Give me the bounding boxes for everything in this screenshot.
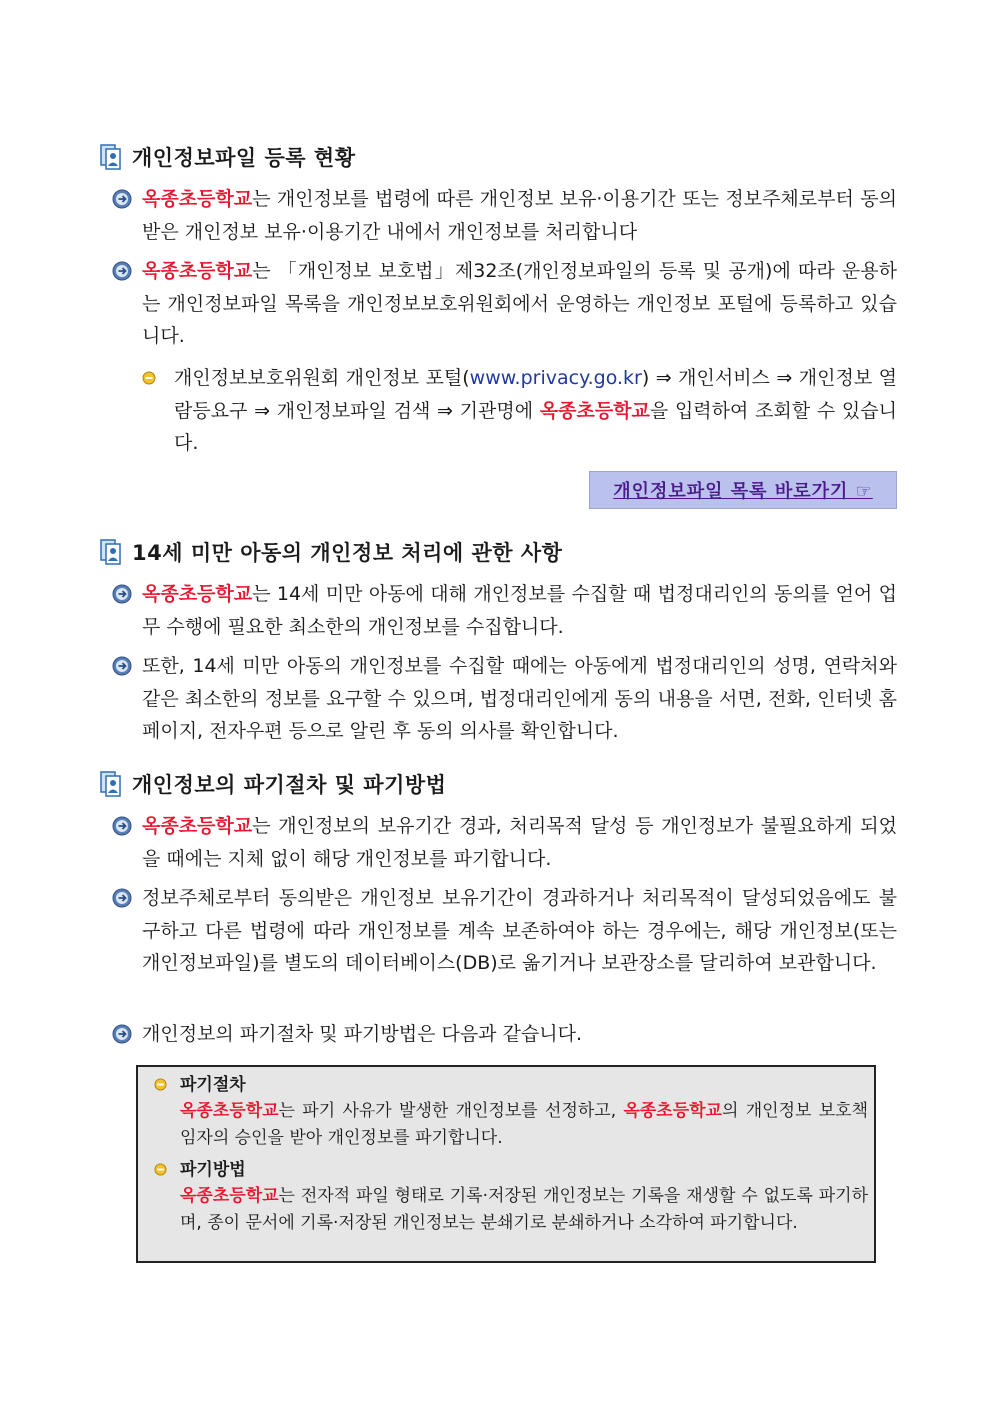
paragraph-text: 을 입력하여 조회할 수 있습니다. (174, 399, 897, 454)
bullet-paragraph (112, 183, 897, 248)
school-name: 옥종초등학교 (142, 260, 253, 282)
section-heading-destruction (100, 769, 446, 799)
paragraph-text: 는 전자적 파일 형태로 기록·저장된 개인정보는 기록을 재생할 수 없도록 파기하며, 종이 문서에 기록·저장된 개인정보는 분쇄기로 분쇄하거나 소각하여 파기합니다. (180, 1186, 868, 1233)
section-title: 개인정보파일 등록 현황 (132, 146, 356, 170)
paragraph-text: 개인정보보호위원회 개인정보 포털( (174, 367, 470, 389)
blue-circle-arrow-icon (112, 888, 132, 908)
paragraph-text: 는 파기 사유가 발생한 개인정보를 선정하고, (278, 1101, 624, 1121)
paragraph-text: 정보주체로부터 동의받은 개인정보 보유기간이 경과하거나 처리목적이 달성되었음에도 불구하고 다른 법령에 따라 개인정보를 계속 보존하여야 하는 경우에는, 해당 개인정보(또는 개인정보파일)를 별도의 데이터베이스(DB)로 옮기거나 보관장소를 달리하여 보관합니다. (142, 887, 897, 974)
paragraph-text: 는 개인정보의 보유기간 경과, 처리목적 달성 등 개인정보가 불필요하게 되었을 때에는 지체 없이 해당 개인정보를 파기합니다. (142, 815, 897, 870)
paragraph-text: 는 「개인정보 보호법」제32조(개인정보파일의 등록 및 공개)에 따라 운용하는 개인정보파일 목록을 개인정보보호위원회에서 운영하는 개인정보 포털에 등록하고 있습니다. (142, 260, 897, 347)
paragraph-text: ) ⇒ 개인서비스 ⇒ 개인정보 열람등요구 ⇒ 개인정보파일 검색 ⇒ 기관명에 (174, 367, 897, 422)
document-person-icon (100, 771, 122, 797)
paragraph-text: 또한, 14세 미만 아동의 개인정보를 수집할 때에는 아동에게 법정대리인의 성명, 연락처와 같은 최소한의 정보를 요구할 수 있으며, 법정대리인에게 동의 내용을 서면, 전화, 인터넷 홈페이지, 전자우편 등으로 알린 후 동의 의사를 확인합니다. (142, 655, 897, 742)
section-heading-file-registration (100, 142, 355, 172)
section-heading-children (100, 537, 562, 567)
box-item-title: 파기절차 (180, 1075, 246, 1095)
document-person-icon (100, 539, 122, 565)
blue-circle-arrow-icon (112, 1024, 132, 1044)
yellow-circle-icon (154, 1163, 167, 1176)
bullet-paragraph (112, 882, 897, 980)
blue-circle-arrow-icon (112, 656, 132, 676)
paragraph-text: 의 개인정보 보호책임자의 승인을 받아 개인정보를 파기합니다. (180, 1101, 868, 1148)
blue-circle-arrow-icon (112, 261, 132, 281)
paragraph-text: 는 14세 미만 아동에 대해 개인정보를 수집할 때 법정대리인의 동의를 얻어 업무 수행에 필요한 최소한의 개인정보를 수집합니다. (142, 583, 897, 638)
blue-circle-arrow-icon (112, 584, 132, 604)
school-name: 옥종초등학교 (142, 583, 253, 605)
yellow-circle-icon (142, 371, 156, 385)
privacy-portal-link[interactable]: www.privacy.go.kr (469, 367, 642, 389)
bullet-paragraph (112, 810, 897, 875)
school-name: 옥종초등학교 (180, 1101, 279, 1121)
school-name: 옥종초등학교 (623, 1101, 722, 1121)
section-title: 개인정보의 파기절차 및 파기방법 (132, 773, 447, 797)
paragraph-text: 는 개인정보를 법령에 따른 개인정보 보유·이용기간 또는 정보주체로부터 동의 받은 개인정보 보유·이용기간 내에서 개인정보를 처리합니다 (142, 188, 897, 243)
box-item-title: 파기방법 (180, 1160, 246, 1180)
sub-bullet-paragraph (140, 362, 897, 460)
blue-circle-arrow-icon (112, 816, 132, 836)
destruction-info-box (136, 1065, 876, 1263)
file-list-shortcut-button[interactable]: 개인정보파일 목록 바로가기 ☞ (589, 471, 897, 509)
bullet-paragraph (112, 255, 897, 353)
destruction-procedure (152, 1072, 868, 1151)
yellow-circle-icon (154, 1078, 167, 1091)
school-name: 옥종초등학교 (142, 188, 253, 210)
bullet-paragraph (112, 1018, 897, 1051)
blue-circle-arrow-icon (112, 189, 132, 209)
school-name: 옥종초등학교 (180, 1186, 279, 1206)
paragraph-text: 개인정보의 파기절차 및 파기방법은 다음과 같습니다. (142, 1023, 583, 1045)
section-title: 14세 미만 아동의 개인정보 처리에 관한 사항 (132, 541, 563, 565)
document-person-icon (100, 144, 122, 170)
school-name: 옥종초등학교 (142, 815, 253, 837)
bullet-paragraph (112, 650, 897, 748)
school-name: 옥종초등학교 (539, 399, 650, 422)
bullet-paragraph (112, 578, 897, 643)
destruction-method (152, 1157, 868, 1236)
